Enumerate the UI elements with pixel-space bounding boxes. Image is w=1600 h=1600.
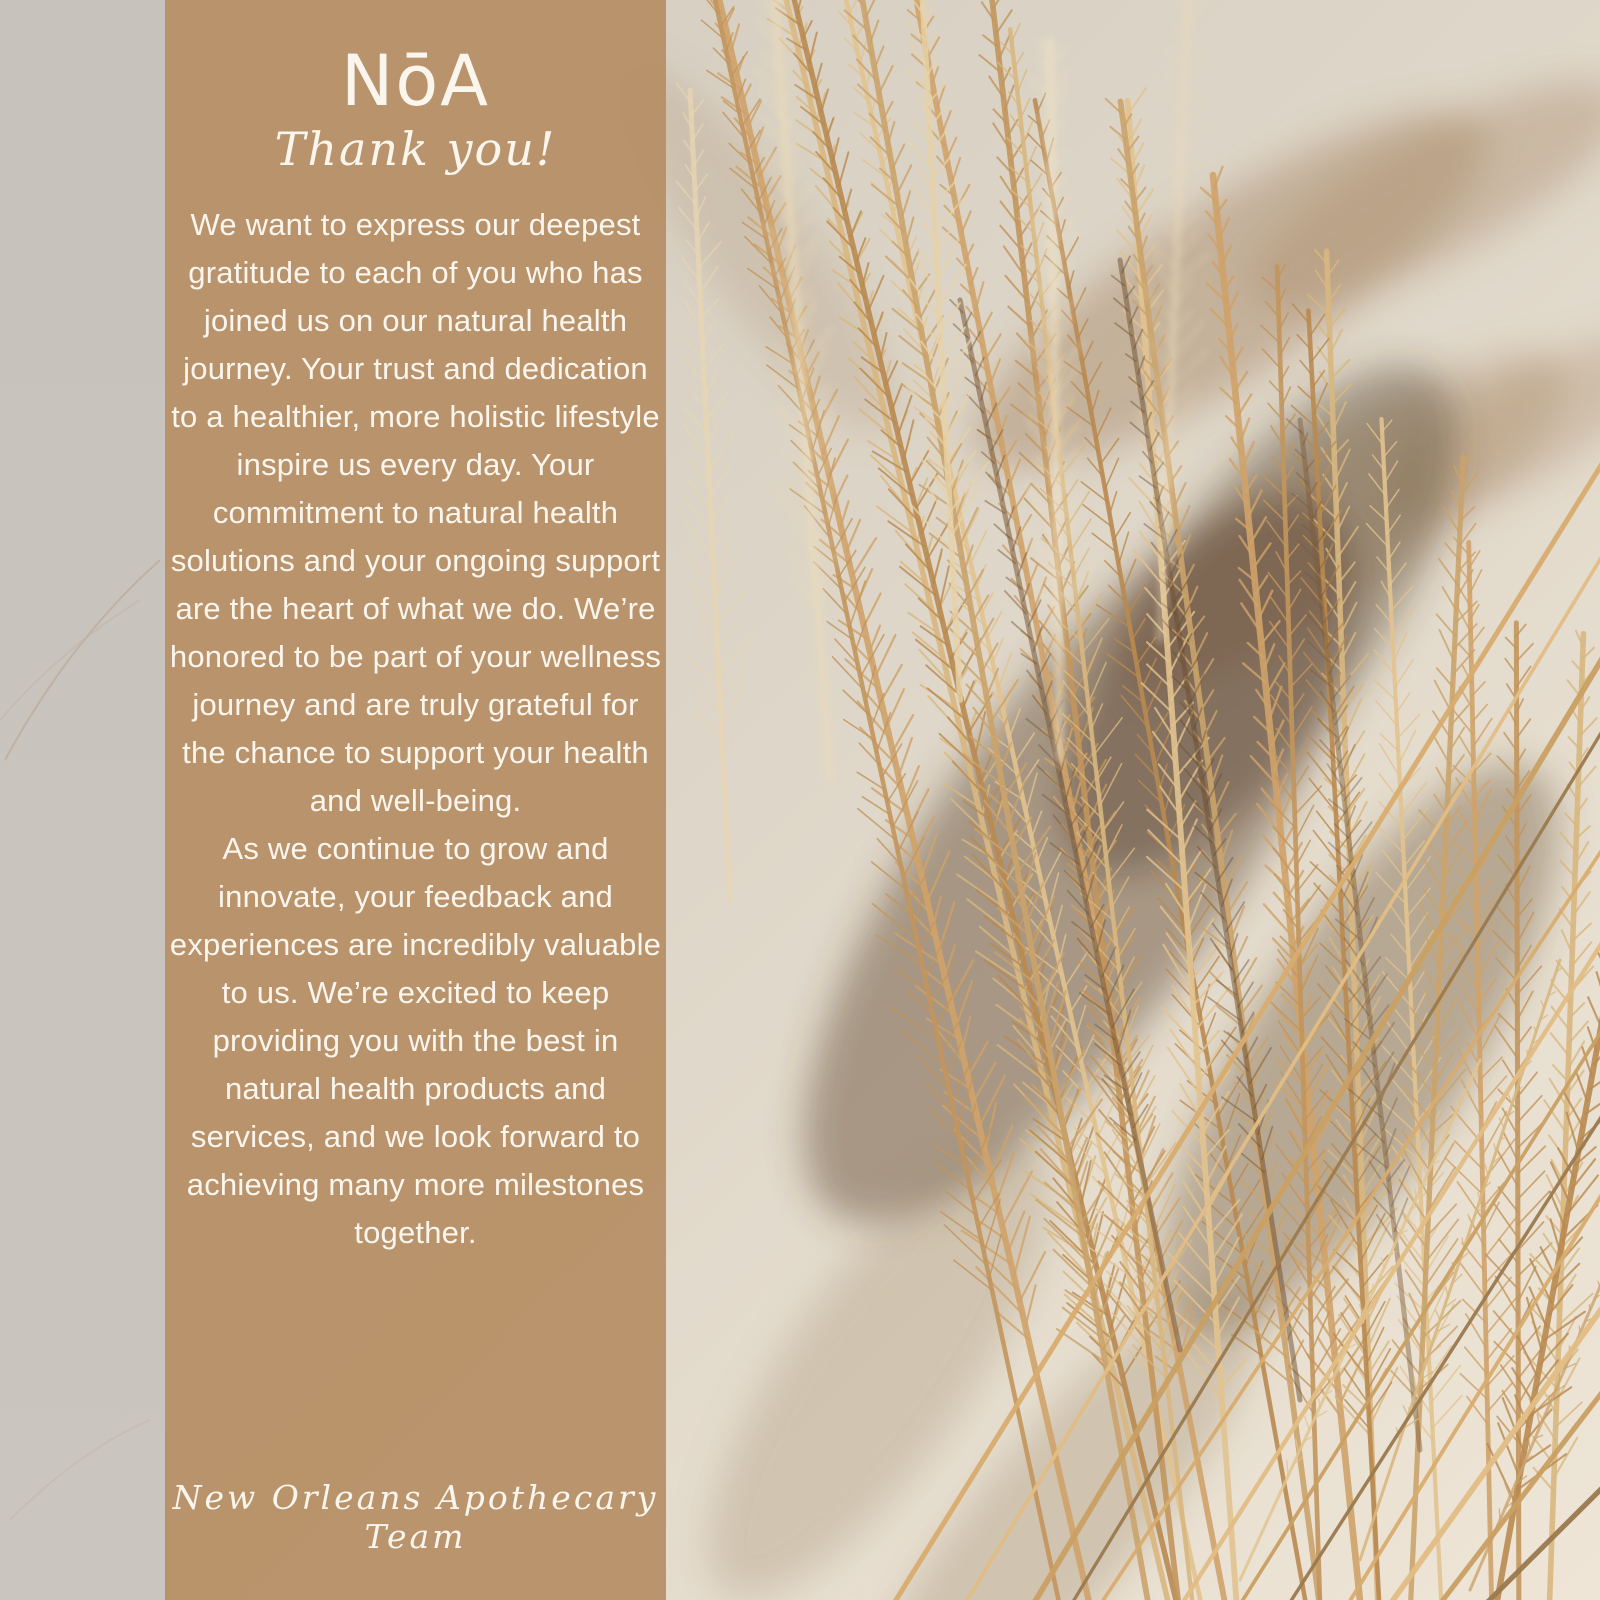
team-signature: New Orleans Apothecary Team: [172, 1478, 659, 1556]
text-panel: [165, 0, 666, 1600]
left-photo-strip: [0, 0, 166, 1600]
message-paragraph: As we continue to grow and innovate, your feedback and experiences are incredibly valuable to us. We’re excited to keep providing you with the best in natural health products and services, and we look forward to achieving many more milestones together.: [169, 830, 662, 1250]
message-paragraph: We want to express our deepest gratitude to each of you who has joined us on our natural health journey. Your trust and dedication to a healthier, more holistic lifestyle inspire us every day. Your commitment to natural health solutions and your ongoing support are the heart of what we do. We’re honored to be part of your wellness journey and are truly grateful for the chance to support your health and well-being.: [169, 206, 662, 818]
gratitude-message: [170, 201, 662, 1257]
thank-you-heading: Thank you!: [274, 122, 557, 176]
brand-logo: NōA: [340, 40, 491, 122]
